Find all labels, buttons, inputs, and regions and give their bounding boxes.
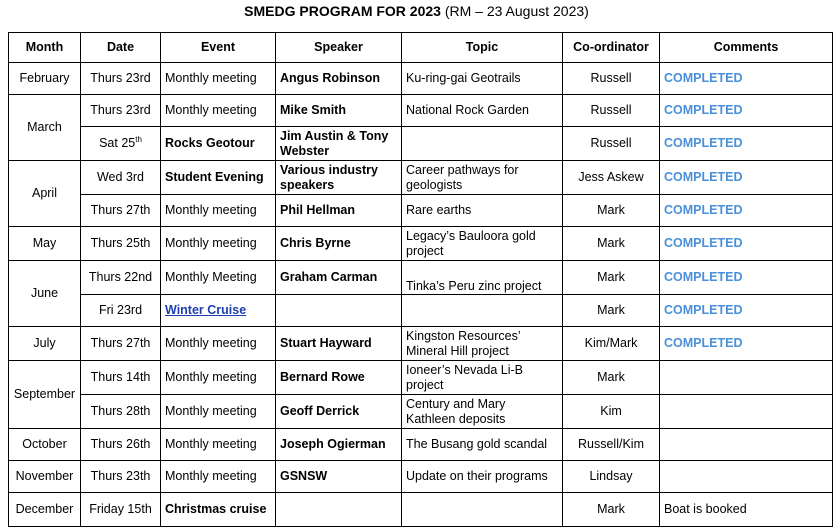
comment-cell: COMPLETED bbox=[660, 227, 833, 261]
coordinator-cell: Kim/Mark bbox=[563, 327, 660, 361]
event-cell bbox=[161, 295, 276, 327]
comment-cell: COMPLETED bbox=[660, 161, 833, 195]
table-row bbox=[9, 95, 833, 127]
month-cell: July bbox=[9, 327, 81, 361]
coordinator-cell: Mark bbox=[563, 195, 660, 227]
month-cell: April bbox=[9, 161, 81, 227]
comment-cell: Boat is booked bbox=[660, 493, 833, 527]
table-row bbox=[9, 261, 833, 295]
date-cell: Thurs 23rd bbox=[81, 63, 161, 95]
coordinator-cell: Mark bbox=[563, 361, 660, 395]
comment-cell: COMPLETED bbox=[660, 327, 833, 361]
date-suffix: th bbox=[135, 134, 142, 144]
speaker-cell: Bernard Rowe bbox=[276, 361, 402, 395]
coordinator-cell: Mark bbox=[563, 295, 660, 327]
header-date: Date bbox=[81, 33, 161, 63]
speaker-cell: Geoff Derrick bbox=[276, 395, 402, 429]
month-cell: December bbox=[9, 493, 81, 527]
title-main: SMEDG PROGRAM FOR 2023 bbox=[244, 3, 441, 19]
month-cell: March bbox=[9, 95, 81, 161]
date-cell: Thurs 27th bbox=[81, 195, 161, 227]
date-cell: Thurs 25th bbox=[81, 227, 161, 261]
date-cell: Thurs 14th bbox=[81, 361, 161, 395]
event-cell: Christmas cruise bbox=[161, 493, 276, 527]
topic-cell bbox=[402, 493, 563, 527]
coordinator-cell: Mark bbox=[563, 227, 660, 261]
table-row bbox=[9, 429, 833, 461]
header-speaker: Speaker bbox=[276, 33, 402, 63]
header-topic: Topic bbox=[402, 33, 563, 63]
table-row bbox=[9, 127, 833, 161]
topic-cell bbox=[402, 295, 563, 327]
comment-cell bbox=[660, 361, 833, 395]
topic-cell: Update on their programs bbox=[402, 461, 563, 493]
topic-cell: Career pathways for geologists bbox=[402, 161, 563, 195]
topic-cell: Legacy’s Bauloora gold project bbox=[402, 227, 563, 261]
event-cell: Student Evening bbox=[161, 161, 276, 195]
event-cell: Monthly meeting bbox=[161, 63, 276, 95]
table-row bbox=[9, 327, 833, 361]
comment-cell: COMPLETED bbox=[660, 127, 833, 161]
topic-cell: Ku-ring-gai Geotrails bbox=[402, 63, 563, 95]
date-cell: Thurs 28th bbox=[81, 395, 161, 429]
coordinator-cell: Russell bbox=[563, 63, 660, 95]
comment-cell: COMPLETED bbox=[660, 261, 833, 295]
month-cell: June bbox=[9, 261, 81, 327]
topic-cell bbox=[402, 127, 563, 161]
month-cell: February bbox=[9, 63, 81, 95]
date-cell: Fri 23rd bbox=[81, 295, 161, 327]
topic-cell: The Busang gold scandal bbox=[402, 429, 563, 461]
event-cell: Rocks Geotour bbox=[161, 127, 276, 161]
table-row bbox=[9, 295, 833, 327]
event-cell: Monthly meeting bbox=[161, 461, 276, 493]
month-cell: October bbox=[9, 429, 81, 461]
table-row bbox=[9, 195, 833, 227]
month-cell: May bbox=[9, 227, 81, 261]
topic-cell: Tinka’s Peru zinc project bbox=[402, 261, 563, 295]
coordinator-cell: Russell bbox=[563, 127, 660, 161]
speaker-cell: GSNSW bbox=[276, 461, 402, 493]
table-row bbox=[9, 395, 833, 429]
event-cell: Monthly meeting bbox=[161, 429, 276, 461]
coordinator-cell: Mark bbox=[563, 261, 660, 295]
speaker-cell bbox=[276, 295, 402, 327]
date-cell: Thurs 23th bbox=[81, 461, 161, 493]
winter-cruise-link[interactable]: Winter Cruise bbox=[165, 303, 247, 317]
speaker-cell: Mike Smith bbox=[276, 95, 402, 127]
coordinator-cell: Jess Askew bbox=[563, 161, 660, 195]
topic-cell: Century and Mary Kathleen deposits bbox=[402, 395, 563, 429]
date-cell bbox=[81, 127, 161, 161]
comment-cell bbox=[660, 461, 833, 493]
table-row bbox=[9, 161, 833, 195]
event-cell: Monthly meeting bbox=[161, 195, 276, 227]
speaker-cell: Stuart Hayward bbox=[276, 327, 402, 361]
table-row bbox=[9, 227, 833, 261]
coordinator-cell: Russell bbox=[563, 95, 660, 127]
event-cell: Monthly Meeting bbox=[161, 261, 276, 295]
month-cell: November bbox=[9, 461, 81, 493]
speaker-cell: Joseph Ogierman bbox=[276, 429, 402, 461]
topic-cell: Kingston Resources’ Mineral Hill project bbox=[402, 327, 563, 361]
coordinator-cell: Kim bbox=[563, 395, 660, 429]
comment-cell: COMPLETED bbox=[660, 95, 833, 127]
table-row bbox=[9, 493, 833, 527]
month-cell: September bbox=[9, 361, 81, 429]
topic-cell: Ioneer’s Nevada Li-B project bbox=[402, 361, 563, 395]
table-row bbox=[9, 63, 833, 95]
date-cell: Wed 3rd bbox=[81, 161, 161, 195]
speaker-cell: Jim Austin & Tony Webster bbox=[276, 127, 402, 161]
topic-cell: National Rock Garden bbox=[402, 95, 563, 127]
speaker-cell bbox=[276, 493, 402, 527]
date-cell: Thurs 22nd bbox=[81, 261, 161, 295]
speaker-cell: Various industry speakers bbox=[276, 161, 402, 195]
event-cell: Monthly meeting bbox=[161, 395, 276, 429]
comment-cell: COMPLETED bbox=[660, 195, 833, 227]
comment-cell: COMPLETED bbox=[660, 295, 833, 327]
date-cell: Thurs 27th bbox=[81, 327, 161, 361]
table-row bbox=[9, 461, 833, 493]
date-text: Sat 25 bbox=[99, 136, 136, 150]
header-comments: Comments bbox=[660, 33, 833, 63]
event-cell: Monthly meeting bbox=[161, 95, 276, 127]
event-cell: Monthly meeting bbox=[161, 327, 276, 361]
header-coordinator: Co-ordinator bbox=[563, 33, 660, 63]
program-table bbox=[8, 32, 833, 527]
speaker-cell: Angus Robinson bbox=[276, 63, 402, 95]
comment-cell bbox=[660, 429, 833, 461]
date-cell: Thurs 23rd bbox=[81, 95, 161, 127]
coordinator-cell: Russell/Kim bbox=[563, 429, 660, 461]
page-title bbox=[0, 3, 833, 19]
title-subtitle: (RM – 23 August 2023) bbox=[444, 3, 589, 19]
comment-cell bbox=[660, 395, 833, 429]
coordinator-cell: Lindsay bbox=[563, 461, 660, 493]
date-cell: Friday 15th bbox=[81, 493, 161, 527]
topic-cell: Rare earths bbox=[402, 195, 563, 227]
header-month: Month bbox=[9, 33, 81, 63]
table-header-row bbox=[9, 33, 833, 63]
date-cell: Thurs 26th bbox=[81, 429, 161, 461]
speaker-cell: Graham Carman bbox=[276, 261, 402, 295]
table-row bbox=[9, 361, 833, 395]
event-cell: Monthly meeting bbox=[161, 227, 276, 261]
comment-cell: COMPLETED bbox=[660, 63, 833, 95]
event-cell: Monthly meeting bbox=[161, 361, 276, 395]
speaker-cell: Chris Byrne bbox=[276, 227, 402, 261]
header-event: Event bbox=[161, 33, 276, 63]
speaker-cell: Phil Hellman bbox=[276, 195, 402, 227]
coordinator-cell: Mark bbox=[563, 493, 660, 527]
